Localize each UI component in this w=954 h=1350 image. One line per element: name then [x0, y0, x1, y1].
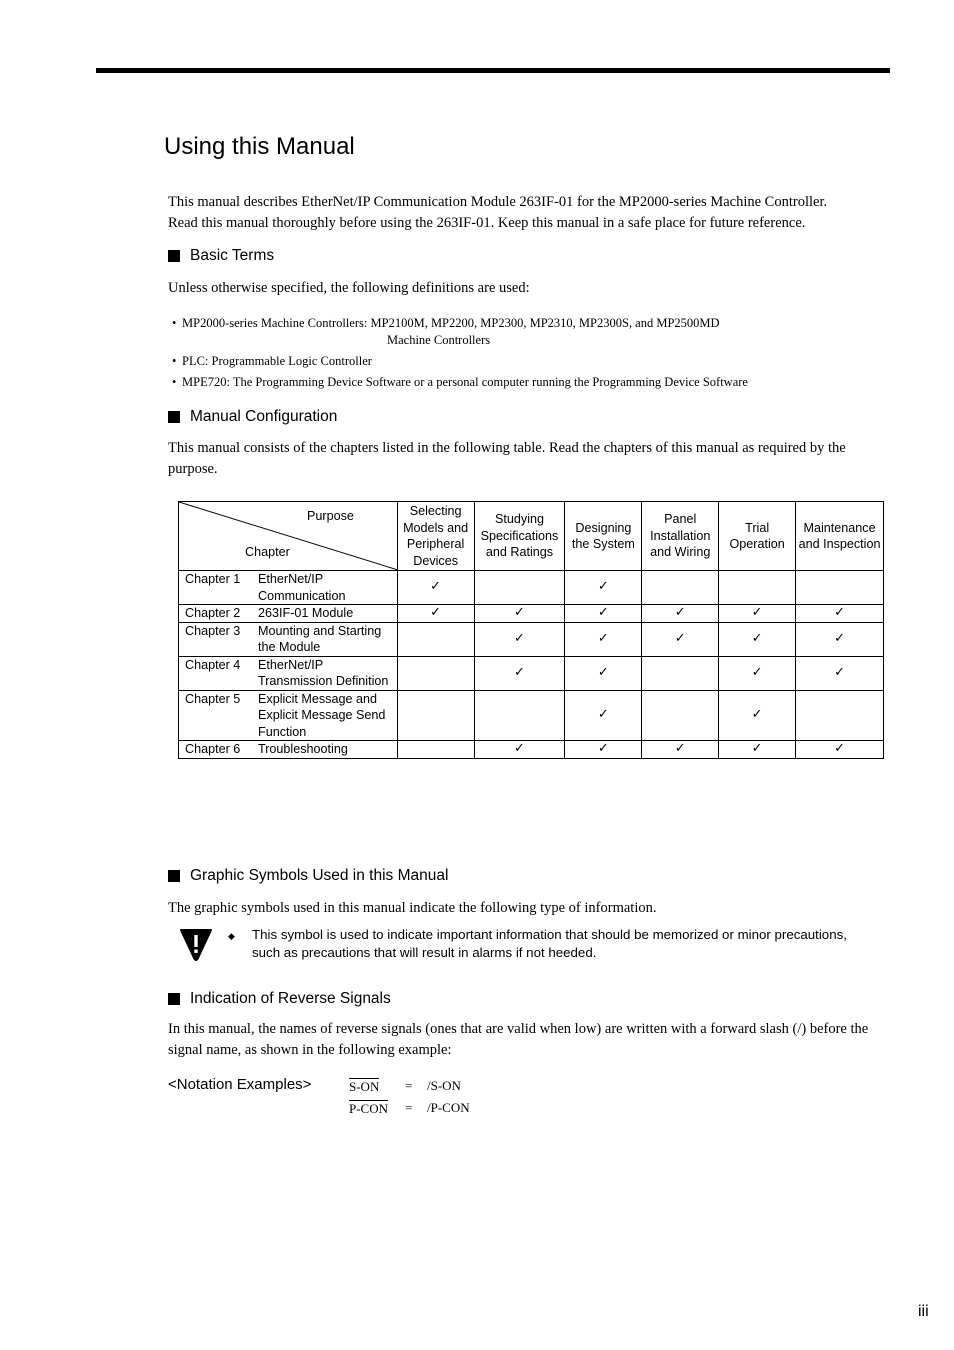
diamond-bullet-icon: ◆	[228, 931, 235, 941]
chapter-title: 263IF-01 Module	[258, 606, 354, 620]
checkmark-cell: ✓	[796, 656, 884, 690]
checkmark-cell: ✓	[565, 605, 642, 623]
basic-terms-heading-text: Basic Terms	[190, 247, 275, 264]
chapter-cell	[179, 605, 398, 623]
checkmark-cell: ✓	[565, 571, 642, 605]
chapter-label: Chapter	[245, 545, 290, 559]
chapter-cell	[179, 622, 398, 656]
manual-config-heading-text: Manual Configuration	[190, 408, 338, 425]
basic-terms-heading	[168, 247, 274, 265]
column-header: Trial Operation	[719, 502, 796, 571]
chapter-title: Mounting and Starting the Module	[258, 623, 382, 654]
signal-overline: S-ON	[349, 1079, 380, 1094]
chapter-cell	[179, 656, 398, 690]
checkmark-cell: ✓	[397, 605, 474, 623]
table-corner-header	[179, 502, 398, 571]
chapter-title: Troubleshooting	[258, 742, 348, 756]
list-item-text: PLC: Programmable Logic Controller	[182, 354, 372, 368]
empty-cell	[397, 656, 474, 690]
column-header: Panel Installation and Wiring	[642, 502, 719, 571]
bullet-square-icon	[168, 870, 180, 882]
manual-config-lead: This manual consists of the chapters listed in the following table. Read the chapters of this manual as required by the purpose.	[168, 440, 846, 477]
column-header: Studying Specifications and Ratings	[474, 502, 565, 571]
table-row	[179, 690, 884, 741]
empty-cell	[474, 690, 565, 741]
empty-cell	[796, 690, 884, 741]
chapter-number: Chapter 5	[185, 691, 241, 706]
important-note-text: This symbol is used to indicate important information that should be memorized or minor precautions, such as precautions that will result in alarms if not heeded.	[252, 927, 847, 960]
bullet-square-icon	[168, 411, 180, 423]
chapter-title: EtherNet/IP Transmission Definition	[258, 657, 389, 688]
table-row	[179, 741, 884, 759]
table-row	[179, 605, 884, 623]
list-item: • PLC: Programmable Logic Controller	[172, 354, 372, 368]
table-row	[179, 571, 884, 605]
bullet-square-icon	[168, 250, 180, 262]
graphic-symbols-heading	[168, 867, 448, 885]
chapter-cell	[179, 690, 398, 741]
list-item: • MP2000-series Machine Controllers: MP2100M, MP2200, MP2300, MP2310, MP2300S, and MP2500MD	[172, 316, 720, 330]
important-warning-icon	[178, 926, 228, 967]
checkmark-cell: ✓	[474, 622, 565, 656]
empty-cell	[474, 571, 565, 605]
checkmark-cell: ✓	[719, 656, 796, 690]
checkmark-cell: ✓	[642, 741, 719, 759]
column-header: Maintenance and Inspection	[796, 502, 884, 571]
checkmark-cell: ✓	[796, 622, 884, 656]
list-item-text: MPE720: The Programming Device Software or a personal computer running the Programming Device Software	[182, 375, 748, 389]
chapter-cell	[179, 571, 398, 605]
list-item: • MPE720: The Programming Device Software or a personal computer running the Programming Device Software	[172, 375, 748, 389]
checkmark-cell: ✓	[642, 622, 719, 656]
checkmark-cell: ✓	[642, 605, 719, 623]
chapter-number: Chapter 1	[185, 572, 241, 586]
reverse-signals-heading-text: Indication of Reverse Signals	[190, 990, 391, 1007]
important-note	[178, 926, 884, 967]
chapter-number: Chapter 4	[185, 657, 241, 672]
signal-equals: =	[405, 1100, 413, 1115]
basic-terms-list	[172, 315, 748, 391]
checkmark-cell: ✓	[719, 605, 796, 623]
checkmark-cell: ✓	[474, 656, 565, 690]
empty-cell	[642, 571, 719, 605]
checkmark-cell: ✓	[565, 690, 642, 741]
reverse-signals-lead: In this manual, the names of reverse signals (ones that are valid when low) are written with a forward slash (/) before the signal name, as shown in the following example:	[168, 1021, 869, 1058]
empty-cell	[796, 571, 884, 605]
empty-cell	[397, 690, 474, 741]
chapter-number: Chapter 6	[185, 742, 241, 756]
chapter-purpose-table	[178, 501, 884, 759]
column-header: Selecting Models and Peripheral Devices	[397, 502, 474, 571]
list-item-continuation: Machine Controllers	[387, 333, 491, 347]
bullet-square-icon	[168, 993, 180, 1005]
list-item-text: MP2000-series Machine Controllers: MP2100M, MP2200, MP2300, MP2310, MP2300S, and MP2500MD	[182, 316, 720, 330]
checkmark-cell: ✓	[796, 741, 884, 759]
graphic-symbols-heading-text: Graphic Symbols Used in this Manual	[190, 867, 449, 884]
signal-equals: =	[405, 1078, 413, 1093]
checkmark-cell: ✓	[796, 605, 884, 623]
checkmark-cell: ✓	[719, 622, 796, 656]
notation-label: <Notation Examples>	[168, 1076, 312, 1093]
intro-paragraph	[168, 192, 884, 234]
chapter-title: Explicit Message and Explicit Message Send Function	[258, 691, 386, 739]
checkmark-cell: ✓	[397, 571, 474, 605]
chapter-cell	[179, 741, 398, 759]
chapter-title: EtherNet/IP Communication	[258, 572, 346, 603]
intro-line-1: This manual describes EtherNet/IP Communication Module 263IF-01 for the MP2000-series Machine Controller.	[168, 194, 828, 210]
checkmark-cell: ✓	[719, 741, 796, 759]
graphic-symbols-lead: The graphic symbols used in this manual indicate the following type of information.	[168, 900, 657, 916]
page-number: iii	[918, 1303, 929, 1320]
empty-cell	[642, 690, 719, 741]
signal-slash: /P-CON	[427, 1100, 470, 1115]
empty-cell	[397, 622, 474, 656]
table-row	[179, 622, 884, 656]
checkmark-cell: ✓	[565, 656, 642, 690]
basic-terms-lead: Unless otherwise specified, the following definitions are used:	[168, 280, 530, 296]
page-title: Using this Manual	[164, 133, 355, 160]
signal-slash: /S-ON	[427, 1078, 461, 1093]
empty-cell	[642, 656, 719, 690]
purpose-label: Purpose	[307, 509, 354, 523]
manual-config-heading	[168, 408, 337, 426]
reverse-signals-heading	[168, 990, 391, 1008]
column-header: Designing the System	[565, 502, 642, 571]
empty-cell	[397, 741, 474, 759]
empty-cell	[719, 571, 796, 605]
chapter-number: Chapter 3	[185, 623, 241, 638]
table-row	[179, 656, 884, 690]
signal-overline: P-CON	[349, 1101, 389, 1116]
checkmark-cell: ✓	[565, 741, 642, 759]
checkmark-cell: ✓	[565, 622, 642, 656]
checkmark-cell: ✓	[474, 741, 565, 759]
chapter-number: Chapter 2	[185, 606, 241, 620]
top-rule	[96, 68, 890, 73]
checkmark-cell: ✓	[474, 605, 565, 623]
intro-line-2: Read this manual thoroughly before using the 263IF-01. Keep this manual in a safe place for future reference.	[168, 215, 806, 231]
checkmark-cell: ✓	[719, 690, 796, 741]
